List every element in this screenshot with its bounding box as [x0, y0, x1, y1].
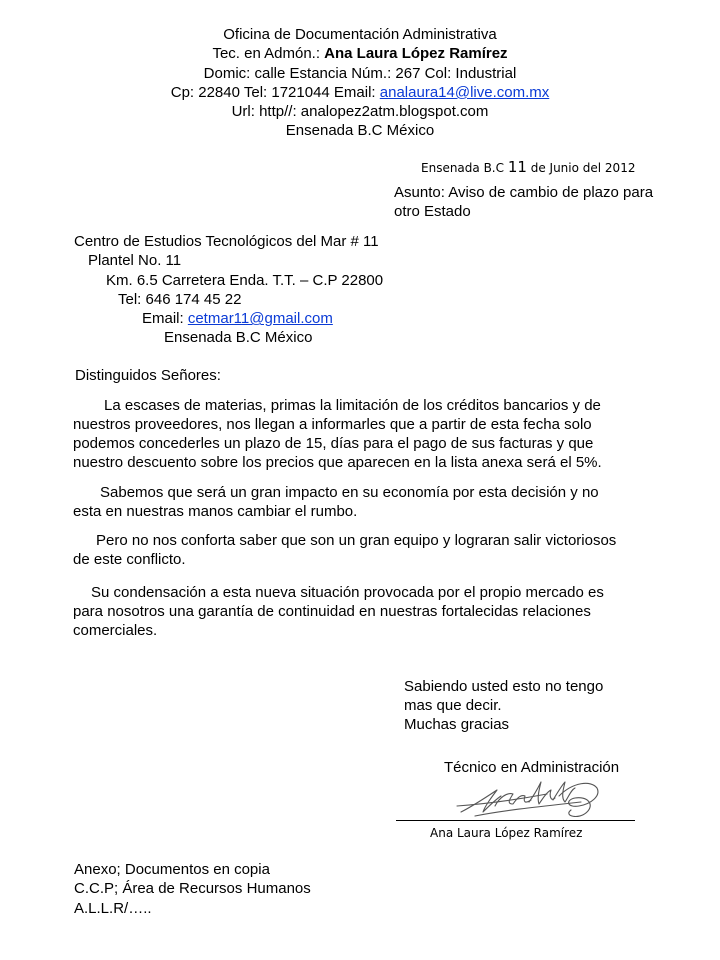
technician-label: Tec. en Admón.:: [212, 45, 325, 63]
footer-attachment: Anexo; Documentos en copia: [74, 861, 270, 878]
paragraph-line: Pero no nos conforta saber que son un gran equipo y lograran salir victoriosos: [96, 532, 617, 549]
date-prefix: Ensenada B.C: [421, 161, 508, 175]
recipient-email-label: Email:: [142, 310, 188, 328]
closing-line-3: Muchas gracias: [404, 716, 510, 733]
sender-email-link[interactable]: analaura14@live.com.mx: [379, 83, 550, 101]
recipient-name: Centro de Estudios Tecnológicos del Mar # 11: [74, 233, 379, 250]
date-day: 11: [507, 158, 527, 176]
sender-url: Url: http//: analopez2atm.blogspot.com: [231, 103, 489, 121]
paragraph-line: comerciales.: [73, 622, 158, 639]
handwritten-signature: [455, 776, 605, 822]
paragraph-line: Su condensación a esta nueva situación provocada por el propio mercado es: [91, 584, 604, 601]
technician-line: [0, 44, 720, 63]
footer-ccp: C.C.P; Área de Recursos Humanos: [74, 880, 311, 898]
closing: [404, 677, 603, 734]
sender-city: Ensenada B.C México: [285, 122, 435, 140]
subject-line-1: Asunto: Aviso de cambio de plazo para: [394, 184, 654, 201]
recipient-email-link[interactable]: cetmar11@gmail.com: [187, 310, 333, 328]
paragraph-2: [73, 483, 599, 521]
subject-line-2: otro Estado: [394, 203, 471, 220]
footer-notes: [74, 860, 311, 918]
paragraph-line: nuestros proveedores, nos llegan a informarles que a partir de esta fecha solo: [73, 416, 592, 433]
paragraph-line: para nosotros una garantía de continuidad en nuestras fortalecidas relaciones: [73, 603, 591, 620]
paragraph-line: nuestro descuento sobre los precios que aparecen en la lista anexa será el 5%.: [73, 454, 602, 471]
paragraph-line: Sabemos que será un gran impacto en su economía por esta decisión y no: [100, 484, 599, 501]
recipient-city: Ensenada B.C México: [164, 329, 313, 347]
paragraph-4: [73, 583, 604, 640]
office-name: Oficina de Documentación Administrativa: [223, 26, 497, 43]
recipient-tel: Tel: 646 174 45 22: [118, 290, 242, 308]
closing-line-1: Sabiendo usted esto no tengo: [404, 678, 604, 695]
sender-contact-label: Cp: 22840 Tel: 1721044 Email:: [170, 83, 380, 101]
salutation: Distinguidos Señores:: [75, 367, 221, 384]
paragraph-line: podemos concederles un plazo de 15, días para el pago de sus facturas y que: [73, 435, 594, 452]
signature-title: Técnico en Administración: [444, 759, 620, 776]
closing-line-2: mas que decir.: [404, 697, 502, 714]
recipient-plantel: Plantel No. 11: [88, 252, 182, 270]
recipient-email-line: [74, 309, 383, 328]
technician-name: Ana Laura López Ramírez: [324, 45, 508, 63]
signer-name: Ana Laura López Ramírez: [430, 826, 583, 840]
paragraph-line: de este conflicto.: [73, 551, 186, 568]
date-suffix: de Junio del 2012: [526, 161, 636, 175]
letter-date: [421, 158, 635, 176]
paragraph-3: [73, 531, 616, 569]
recipient-block: [74, 232, 383, 348]
signature-line: [396, 820, 635, 821]
recipient-address: Km. 6.5 Carretera Enda. T.T. – C.P 22800: [106, 271, 384, 289]
paragraph-line: esta en nuestras manos cambiar el rumbo.: [73, 503, 358, 520]
sender-address: Domic: calle Estancia Núm.: 267 Col: Industrial: [203, 64, 517, 82]
subject: [394, 183, 653, 221]
footer-initials: A.L.L.R/…..: [74, 899, 152, 917]
sender-contact: [0, 83, 720, 102]
letterhead: [0, 25, 720, 141]
paragraph-line: La escases de materias, primas la limitación de los créditos bancarios y de: [104, 397, 601, 414]
paragraph-1: [73, 396, 602, 472]
